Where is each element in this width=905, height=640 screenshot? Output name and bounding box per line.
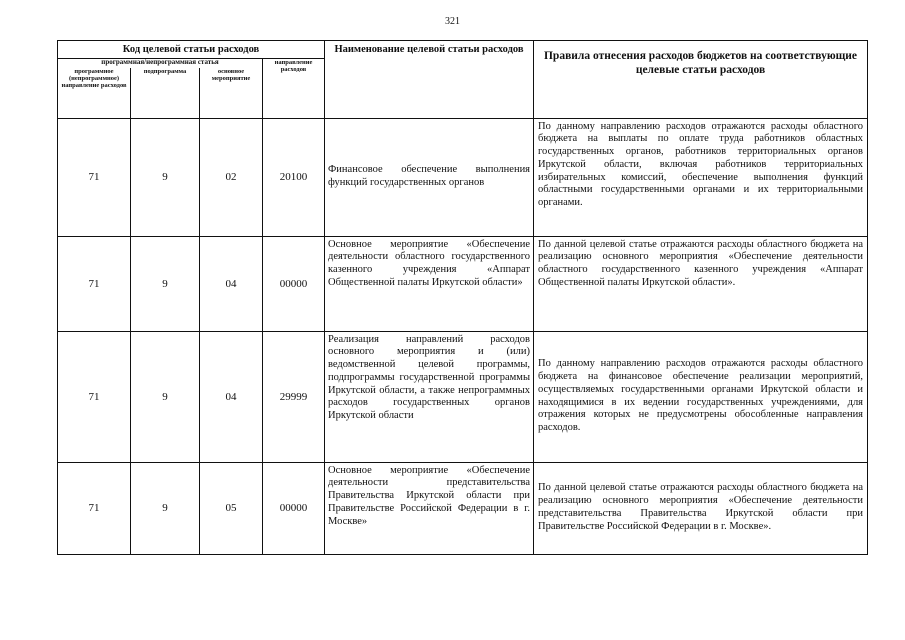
article-name: Финансовое обеспечение выполнения функций государственных органов	[325, 118, 534, 236]
subprogram-code: 9	[131, 236, 200, 331]
article-rule: По данному направлению расходов отражаются расходы областного бюджета на выплаты по оплате труда работников областных государственных органов, работников территориальных органов Иркутской области, включая работников территориальных избирательных комиссий, обеспечение выполнения функций областными государственными органами и их территориальными органами.	[534, 118, 868, 236]
page-number: 321	[445, 16, 460, 27]
budget-classification-table	[57, 40, 868, 555]
table-row	[58, 118, 868, 236]
header-code-group: Код целевой статьи расходов	[58, 41, 325, 59]
program-code: 71	[58, 331, 131, 462]
article-name: Основное мероприятие «Обеспечение деятельности областного государственного казенного учреждения «Аппарат Общественной палаты Иркутской области»	[325, 236, 534, 331]
article-name: Реализация направлений расходов основного мероприятия и (или) ведомственной целевой программы, подпрограммы государственной программы Иркутской области, а также непрограммных расходов государственных органов Иркутской области	[325, 331, 534, 462]
subprogram-code: 9	[131, 118, 200, 236]
activity-code: 04	[200, 331, 263, 462]
table-row	[58, 331, 868, 462]
subprogram-code: 9	[131, 331, 200, 462]
direction-code: 20100	[263, 118, 325, 236]
header-subprogram: подпрограмма	[131, 68, 200, 118]
program-code: 71	[58, 236, 131, 331]
header-activity: основное мероприятие	[200, 68, 263, 118]
header-row-1	[58, 41, 868, 59]
program-code: 71	[58, 118, 131, 236]
table-row	[58, 236, 868, 331]
header-name-column: Наименование целевой статьи расходов	[325, 41, 534, 119]
activity-code: 04	[200, 236, 263, 331]
activity-code: 05	[200, 462, 263, 554]
direction-code: 00000	[263, 462, 325, 554]
direction-code: 00000	[263, 236, 325, 331]
header-rule-column: Правила отнесения расходов бюджетов на соответствующие целевые статьи расходов	[534, 41, 868, 119]
direction-code: 29999	[263, 331, 325, 462]
subprogram-code: 9	[131, 462, 200, 554]
article-rule: По данной целевой статье отражаются расходы областного бюджета на реализацию основного мероприятия «Обеспечение деятельности представительства Правительства Иркутской области при Правительстве Российской Федерации в г. Москве».	[534, 462, 868, 554]
program-code: 71	[58, 462, 131, 554]
article-name: Основное мероприятие «Обеспечение деятельности представительства Правительства Иркутской области при Правительстве Российской Федерации в г. Москве»	[325, 462, 534, 554]
header-program-group: программная/непрограммная статья	[58, 59, 263, 69]
article-rule: По данной целевой статье отражаются расходы областного бюджета на реализацию основного мероприятия «Обеспечение деятельности областного государственного казенного учреждения «Аппарат Общественной палаты Иркутской области».	[534, 236, 868, 331]
article-rule: По данному направлению расходов отражаются расходы областного бюджета на финансовое обеспечение реализации мероприятий, осуществляемых государственными органами Иркутской области и находящимися в их ведении государственных учреждениями, для отражения которых не предусмотрены обособленные направления расходов.	[534, 331, 868, 462]
header-direction: направление расходов	[263, 59, 325, 119]
table-row	[58, 462, 868, 554]
header-program: программное (непрограммное) направление расходов	[58, 68, 131, 118]
activity-code: 02	[200, 118, 263, 236]
